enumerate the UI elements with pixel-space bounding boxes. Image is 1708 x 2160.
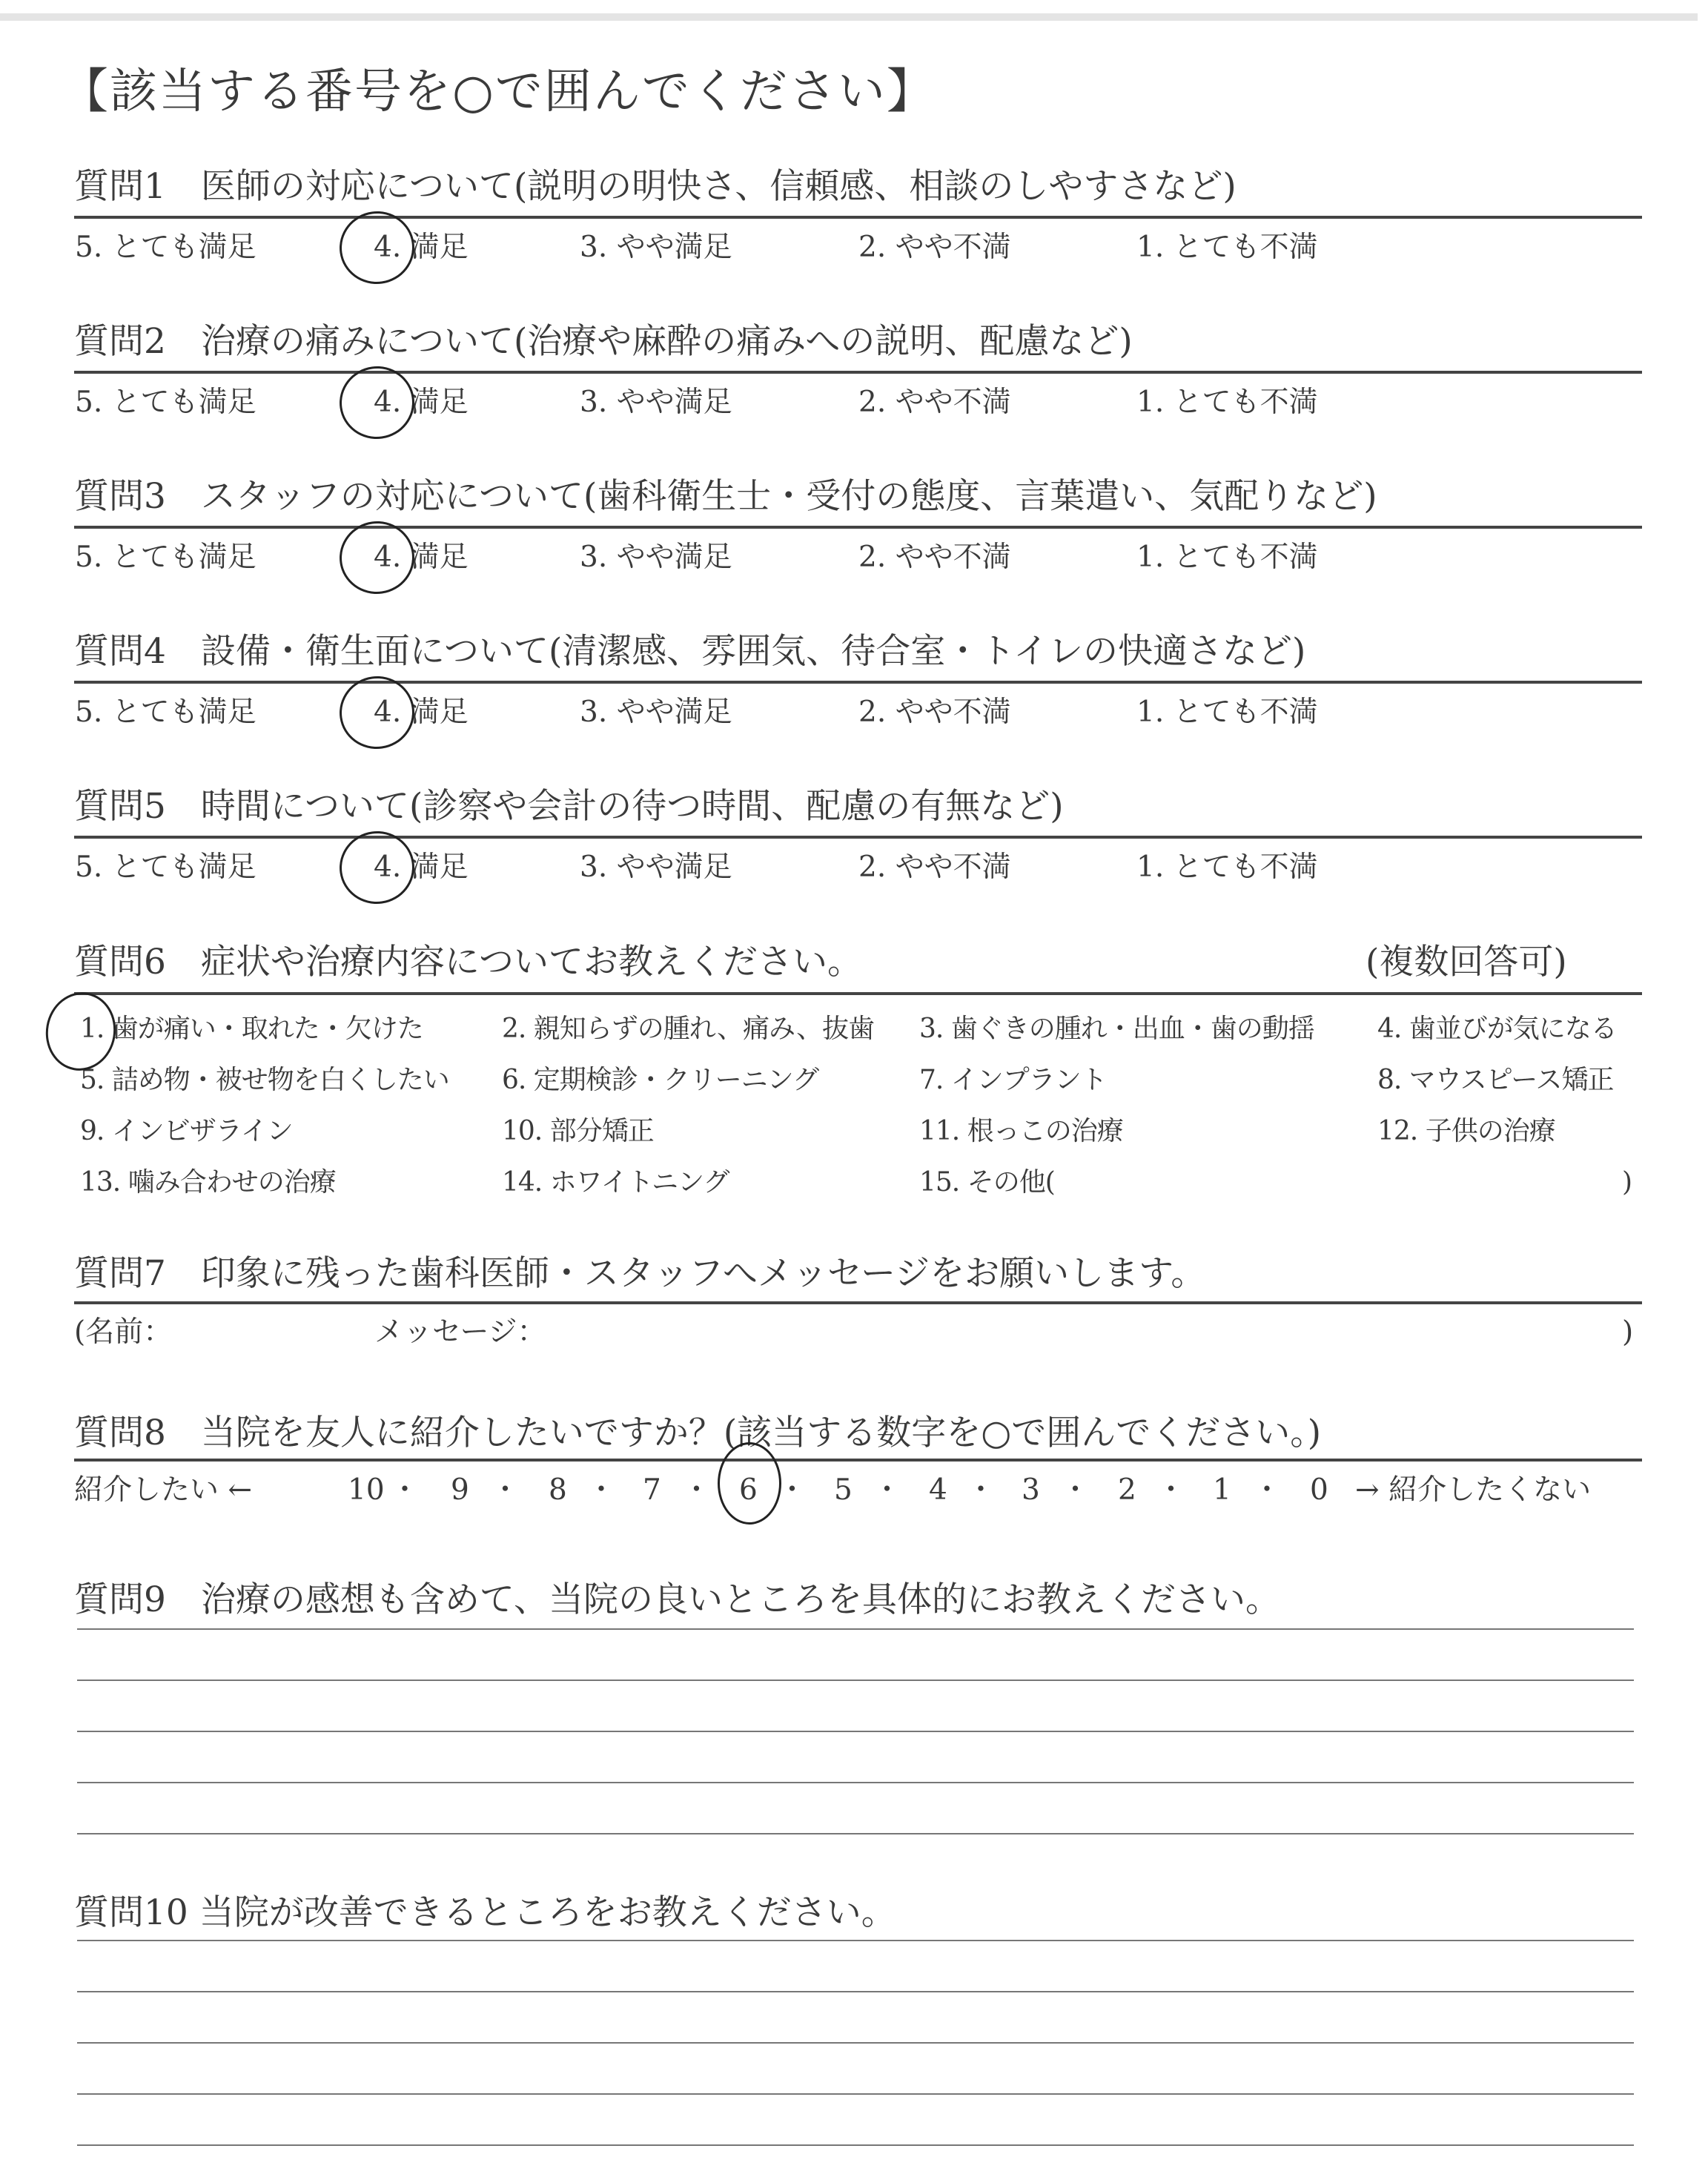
rating-option[interactable]: 5. とても満足 [75, 541, 256, 574]
score-separator: ・ [682, 1473, 712, 1507]
recommend-score-option[interactable]: 7 [643, 1473, 661, 1507]
question-heading: 質問2 治療の痛みについて(治療や麻酔の痛みへの説明、配慮など) [74, 321, 1133, 362]
rating-option[interactable]: 4. 満足 [374, 386, 469, 419]
symptom-option[interactable]: 5. 詰め物・被せ物を白くしたい [80, 1065, 449, 1095]
scan-top-edge [0, 13, 1698, 21]
symptom-option[interactable]: 13. 噛み合わせの治療 [80, 1167, 336, 1198]
rating-option[interactable]: 3. やや満足 [580, 386, 732, 419]
rating-option[interactable]: 1. とても不満 [1136, 541, 1318, 574]
answer-line[interactable] [77, 1680, 1634, 1681]
symptom-option[interactable]: ) [1622, 1167, 1632, 1198]
question-heading: 質問9 治療の感想も含めて、当院の良いところを具体的にお教えください。 [74, 1579, 1280, 1620]
rating-option[interactable]: 2. やや不満 [858, 541, 1011, 574]
recommend-score-option[interactable]: 1 [1213, 1473, 1231, 1507]
rating-option[interactable]: 1. とても不満 [1136, 231, 1318, 264]
answer-circle-mark [335, 516, 420, 598]
question-heading: 質問1 医師の対応について(説明の明快さ、信頼感、相談のしやすさなど) [74, 166, 1237, 207]
question-rule [74, 1459, 1642, 1462]
answer-circle-mark [718, 1442, 781, 1525]
score-separator: ・ [966, 1473, 996, 1507]
symptom-option[interactable]: 11. 根っこの治療 [919, 1116, 1123, 1146]
answer-circle-mark [335, 206, 420, 288]
symptom-option[interactable]: 15. その他( [919, 1167, 1055, 1198]
answer-line[interactable] [77, 1628, 1634, 1630]
rating-option[interactable]: 5. とても満足 [75, 231, 256, 264]
recommend-score-option[interactable]: 9 [451, 1473, 469, 1507]
rating-option[interactable]: 1. とても不満 [1136, 696, 1318, 729]
rating-option[interactable]: 2. やや不満 [858, 386, 1011, 419]
answer-line[interactable] [77, 2144, 1634, 2146]
score-separator: ・ [586, 1473, 616, 1507]
answer-circle-mark [335, 361, 420, 443]
answer-line[interactable] [77, 1782, 1634, 1783]
score-separator: ・ [873, 1473, 902, 1507]
score-separator: ・ [491, 1473, 520, 1507]
score-separator: ・ [1252, 1473, 1282, 1507]
page-title: 【該当する番号を○で囲んでください】 [61, 65, 936, 119]
question-heading: 質問4 設備・衛生面について(清潔感、雰囲気、待合室・トイレの快適さなど) [74, 631, 1306, 672]
rating-option[interactable]: 4. 満足 [374, 696, 469, 729]
recommend-score-option[interactable]: 2 [1118, 1473, 1136, 1507]
symptom-option[interactable]: 3. 歯ぐきの腫れ・出血・歯の動揺 [919, 1014, 1314, 1044]
symptom-option[interactable]: 1. 歯が痛い・取れた・欠けた [80, 1014, 423, 1044]
score-separator: ・ [778, 1473, 807, 1507]
question-heading: 質問8 当院を友人に紹介したいですか？(該当する数字を○で囲んでください。) [74, 1413, 1322, 1453]
question-heading: 質問7 印象に残った歯科医師・スタッフへメッセージをお願いします。 [74, 1253, 1206, 1294]
question-heading: 質問10 当院が改善できるところをお教えください。 [74, 1892, 896, 1933]
rating-option[interactable]: 4. 満足 [374, 851, 469, 884]
symptom-option[interactable]: 8. マウスピース矯正 [1377, 1065, 1614, 1095]
question-heading: 質問3 スタッフの対応について(歯科衛生士・受付の態度、言葉遣い、気配りなど) [74, 476, 1377, 517]
recommend-score-option[interactable]: 6 [739, 1473, 758, 1507]
symptom-option[interactable]: 12. 子供の治療 [1377, 1116, 1555, 1146]
rating-option[interactable]: 4. 満足 [374, 231, 469, 264]
answer-circle-mark [40, 987, 122, 1077]
question-heading: 質問6 症状や治療内容についてお教えください。 [74, 942, 862, 982]
rating-option[interactable]: 2. やや不満 [858, 851, 1011, 884]
recommend-score-option[interactable]: 5 [834, 1473, 853, 1507]
recommend-left-label: 紹介したい ← [74, 1473, 253, 1507]
recommend-right-label: → 紹介したくない [1355, 1473, 1592, 1507]
score-separator: ・ [390, 1473, 420, 1507]
symptom-option[interactable]: 10. 部分矯正 [502, 1116, 654, 1146]
multiple-answer-note: (複数回答可) [1366, 942, 1567, 982]
rating-option[interactable]: 5. とても満足 [75, 851, 256, 884]
name-label: (名前： [74, 1315, 173, 1349]
recommend-score-option[interactable]: 8 [549, 1473, 567, 1507]
question-rule [74, 836, 1642, 839]
symptom-option[interactable]: 14. ホワイトニング [502, 1167, 729, 1198]
question-rule [74, 992, 1642, 995]
answer-line[interactable] [77, 1991, 1634, 1992]
symptom-option[interactable]: 9. インビザライン [80, 1116, 293, 1146]
answer-circle-mark [335, 826, 420, 908]
answer-line[interactable] [77, 2042, 1634, 2044]
rating-option[interactable]: 1. とても不満 [1136, 386, 1318, 419]
answer-line[interactable] [77, 2093, 1634, 2095]
rating-option[interactable]: 3. やや満足 [580, 541, 732, 574]
question-rule [74, 526, 1642, 529]
symptom-option[interactable]: 7. インプラント [919, 1065, 1107, 1095]
rating-option[interactable]: 5. とても満足 [75, 386, 256, 419]
recommend-score-option[interactable]: 0 [1310, 1473, 1328, 1507]
answer-circle-mark [335, 671, 420, 753]
score-separator: ・ [1061, 1473, 1090, 1507]
symptom-option[interactable]: 4. 歯並びが気になる [1377, 1014, 1617, 1044]
rating-option[interactable]: 3. やや満足 [580, 851, 732, 884]
question-rule [74, 216, 1642, 219]
rating-option[interactable]: 4. 満足 [374, 541, 469, 574]
question-rule [74, 1301, 1642, 1304]
symptom-option[interactable]: 6. 定期検診・クリーニング [502, 1065, 819, 1095]
rating-option[interactable]: 2. やや不満 [858, 231, 1011, 264]
question-rule [74, 371, 1642, 374]
rating-option[interactable]: 5. とても満足 [75, 696, 256, 729]
question-rule [74, 681, 1642, 684]
answer-line[interactable] [77, 1731, 1634, 1732]
rating-option[interactable]: 2. やや不満 [858, 696, 1011, 729]
rating-option[interactable]: 3. やや満足 [580, 231, 732, 264]
rating-option[interactable]: 3. やや満足 [580, 696, 732, 729]
recommend-score-option[interactable]: 4 [929, 1473, 947, 1507]
answer-line[interactable] [77, 1833, 1634, 1834]
symptom-option[interactable]: 2. 親知らずの腫れ、痛み、抜歯 [502, 1014, 875, 1044]
question-heading: 質問5 時間について(診察や会計の待つ時間、配慮の有無など) [74, 786, 1064, 827]
score-separator: ・ [1156, 1473, 1186, 1507]
message-label: メッセージ： [374, 1315, 546, 1349]
answer-line[interactable] [77, 1940, 1634, 1941]
recommend-score-option[interactable]: 10 [348, 1473, 385, 1507]
rating-option[interactable]: 1. とても不満 [1136, 851, 1318, 884]
message-close-paren: ) [1622, 1315, 1634, 1349]
recommend-score-option[interactable]: 3 [1022, 1473, 1040, 1507]
